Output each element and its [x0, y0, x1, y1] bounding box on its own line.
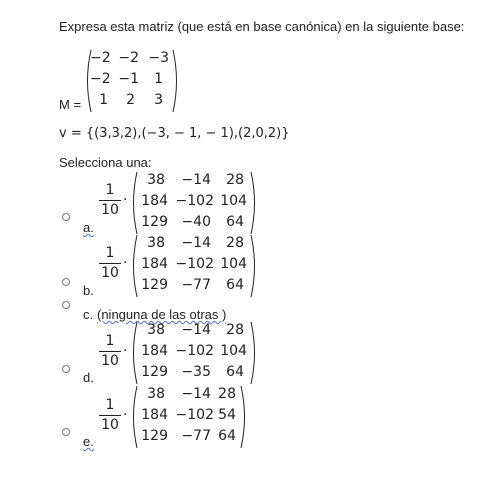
matrix-cell: −77 [181, 277, 211, 293]
option-e-matrix[interactable] [130, 384, 248, 450]
matrix-m-cell: −2 [90, 50, 111, 66]
dot-operator: · [123, 192, 128, 208]
matrix-cell: 28 [218, 386, 236, 402]
matrix-cell: 129 [141, 428, 168, 444]
option-e-radio[interactable] [62, 428, 70, 436]
matrix-cell: 28 [226, 322, 244, 338]
matrix-cell: 38 [147, 235, 165, 251]
matrix-cell: 184 [141, 256, 168, 272]
matrix-cell: 104 [220, 193, 247, 209]
matrix-cell: 129 [141, 364, 168, 380]
fraction-bar [99, 263, 121, 264]
basis-text: v = {(3,3,2),(−3, − 1, − 1),(2,0,2)} [59, 126, 290, 141]
matrix-cell: 104 [220, 256, 247, 272]
dot-operator: · [123, 407, 128, 423]
matrix-cell: 104 [220, 343, 247, 359]
fraction-bar [99, 415, 121, 416]
matrix-cell: −14 [181, 235, 211, 251]
matrix-m-cell: 1 [154, 71, 163, 87]
matrix-cell: −14 [181, 386, 211, 402]
fraction-numerator: 1 [105, 397, 115, 413]
fraction-denominator: 10 [101, 202, 119, 218]
option-c-text: (ninguna de las otras ) [97, 307, 227, 322]
select-prompt: Selecciona una: [59, 155, 152, 170]
fraction-denominator: 10 [101, 265, 119, 281]
fraction-numerator: 1 [105, 333, 115, 349]
matrix-cell: 38 [147, 172, 165, 188]
matrix-cell: 184 [141, 193, 168, 209]
matrix-m-cell: −3 [148, 50, 169, 66]
option-c-radio[interactable] [62, 301, 70, 309]
fraction-denominator: 10 [101, 417, 119, 433]
matrix-cell: 28 [226, 235, 244, 251]
option-b-letter: b. [83, 283, 94, 298]
option-b-matrix[interactable] [130, 233, 258, 299]
matrix-m-cell: −2 [118, 50, 139, 66]
matrix-cell: 38 [147, 322, 165, 338]
matrix-cell: 64 [226, 214, 244, 230]
matrix-cell: −102 [175, 343, 214, 359]
fraction-bar [99, 351, 121, 352]
matrix-m-cell: 3 [154, 92, 163, 108]
option-d-radio[interactable] [62, 365, 70, 373]
matrix-m [84, 48, 180, 114]
matrix-cell: −40 [181, 214, 211, 230]
option-e-letter: e. [83, 434, 94, 449]
matrix-label: M = [59, 97, 82, 112]
option-d-matrix[interactable] [130, 320, 258, 386]
dot-operator: · [123, 255, 128, 271]
matrix-cell: −102 [175, 407, 214, 423]
matrix-cell: −14 [181, 172, 211, 188]
option-b-radio[interactable] [62, 278, 70, 286]
option-d-letter: d. [83, 370, 94, 385]
option-e-fraction [99, 397, 121, 434]
option-c-letter: c. [83, 307, 94, 322]
option-b-fraction [99, 245, 121, 282]
dot-operator: · [123, 343, 128, 359]
fraction-denominator: 10 [101, 353, 119, 369]
matrix-m-cell: −1 [118, 71, 139, 87]
option-a-letter: a. [83, 220, 94, 235]
matrix-cell: −102 [175, 193, 214, 209]
option-a-matrix[interactable] [130, 170, 258, 236]
matrix-cell: −14 [181, 322, 211, 338]
matrix-cell: −77 [181, 428, 211, 444]
matrix-cell: 28 [226, 172, 244, 188]
matrix-cell: 64 [226, 364, 244, 380]
matrix-cell: 64 [218, 428, 236, 444]
matrix-cell: 129 [141, 214, 168, 230]
matrix-m-cell: 1 [99, 92, 108, 108]
option-a-radio[interactable] [62, 213, 70, 221]
option-a-fraction [99, 182, 121, 219]
matrix-cell: 129 [141, 277, 168, 293]
matrix-cell: −102 [175, 256, 214, 272]
matrix-cell: 38 [147, 386, 165, 402]
question-prompt: Expresa esta matriz (que está en base canónica) en la siguiente base: [59, 19, 465, 34]
matrix-cell: 54 [218, 407, 236, 423]
matrix-m-cell: −2 [90, 71, 111, 87]
matrix-cell: −35 [181, 364, 211, 380]
fraction-bar [99, 200, 121, 201]
matrix-cell: 184 [141, 343, 168, 359]
matrix-cell: 64 [226, 277, 244, 293]
option-d-fraction [99, 333, 121, 370]
fraction-numerator: 1 [105, 245, 115, 261]
matrix-m-cell: 2 [126, 92, 135, 108]
fraction-numerator: 1 [105, 182, 115, 198]
matrix-cell: 184 [141, 407, 168, 423]
